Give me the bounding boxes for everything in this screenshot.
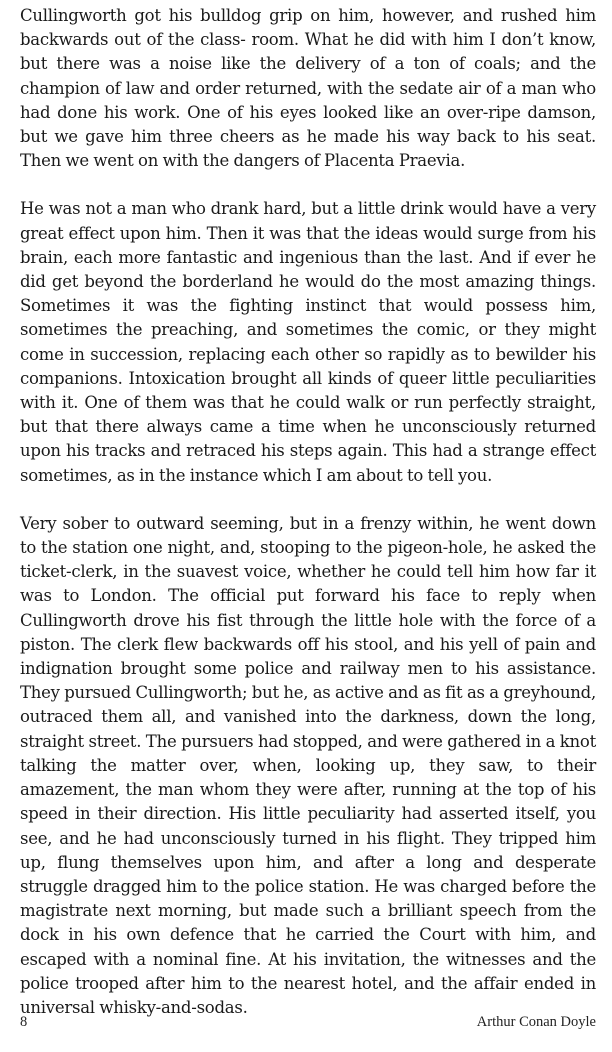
page-body — [20, 4, 596, 1020]
page-number: 8 — [20, 1014, 28, 1030]
paragraph-1: Cullingworth got his bulldog grip on him, however, and rushed him backwards out of the class- room. What he did with him I don’t know, but there was a noise like the delivery of a ton of coals; and the champion of law and order returned, with the sedate air of a man who had done his work. One of his eyes looked like an over-ripe damson, but we gave him three cheers as he made his way back to his seat. Then we went on with the dangers of Placenta Praevia. — [20, 6, 596, 171]
running-footer-author: Arthur Conan Doyle — [476, 1014, 596, 1030]
paragraph-3: Very sober to outward seeming, but in a frenzy within, he went down to the station one night, and, stooping to the pigeon-hole, he asked the ticket-clerk, in the suavest voice, whether he could tell him how far it was to London. The official put forward his face to reply when Cullingworth drove his fist through the little hole with the force of a piston. The clerk flew backwards off his stool, and his yell of pain and indignation brought some police and railway men to his assistance. They pursued Cullingworth; but he, as active and as fit as a greyhound, outraced them all, and vanished into the darkness, down the long, straight street. The pursuers had stopped, and were gathered in a knot talking the matter over, when, looking up, they saw, to their amazement, the man whom they were after, running at the top of his speed in their direction. His little peculiarity had asserted itself, you see, and he had unconsciously turned in his flight. They tripped him up, flung themselves upon him, and after a long and desperate struggle dragged him to the police station. He was charged before the magistrate next morning, but made such a brilliant speech from the dock in his own defence that he carried the Court with him, and escaped with a nominal fine. At his invitation, the witnesses and the police trooped after him to the nearest hotel, and the affair ended in universal whisky-and-sodas. — [20, 513, 596, 1017]
paragraph-2: He was not a man who drank hard, but a little drink would have a very great effect upon him. Then it was that the ideas would surge from his brain, each more fantastic and ingenious than the last. And if ever he did get beyond the borderland he would do the most amazing things. Sometimes it was the fighting instinct that would possess him, sometimes the preaching, and sometimes the comic, or they might come in succession, replacing each other so rapidly as to bewilder his companions. Intoxication brought all kinds of queer little peculiarities with it. One of them was that he could walk or run perfectly straight, but that there always came a time when he unconsciously returned upon his tracks and retraced his steps again. This had a strange effect sometimes, as in the instance which I am about to tell you. — [20, 199, 596, 485]
